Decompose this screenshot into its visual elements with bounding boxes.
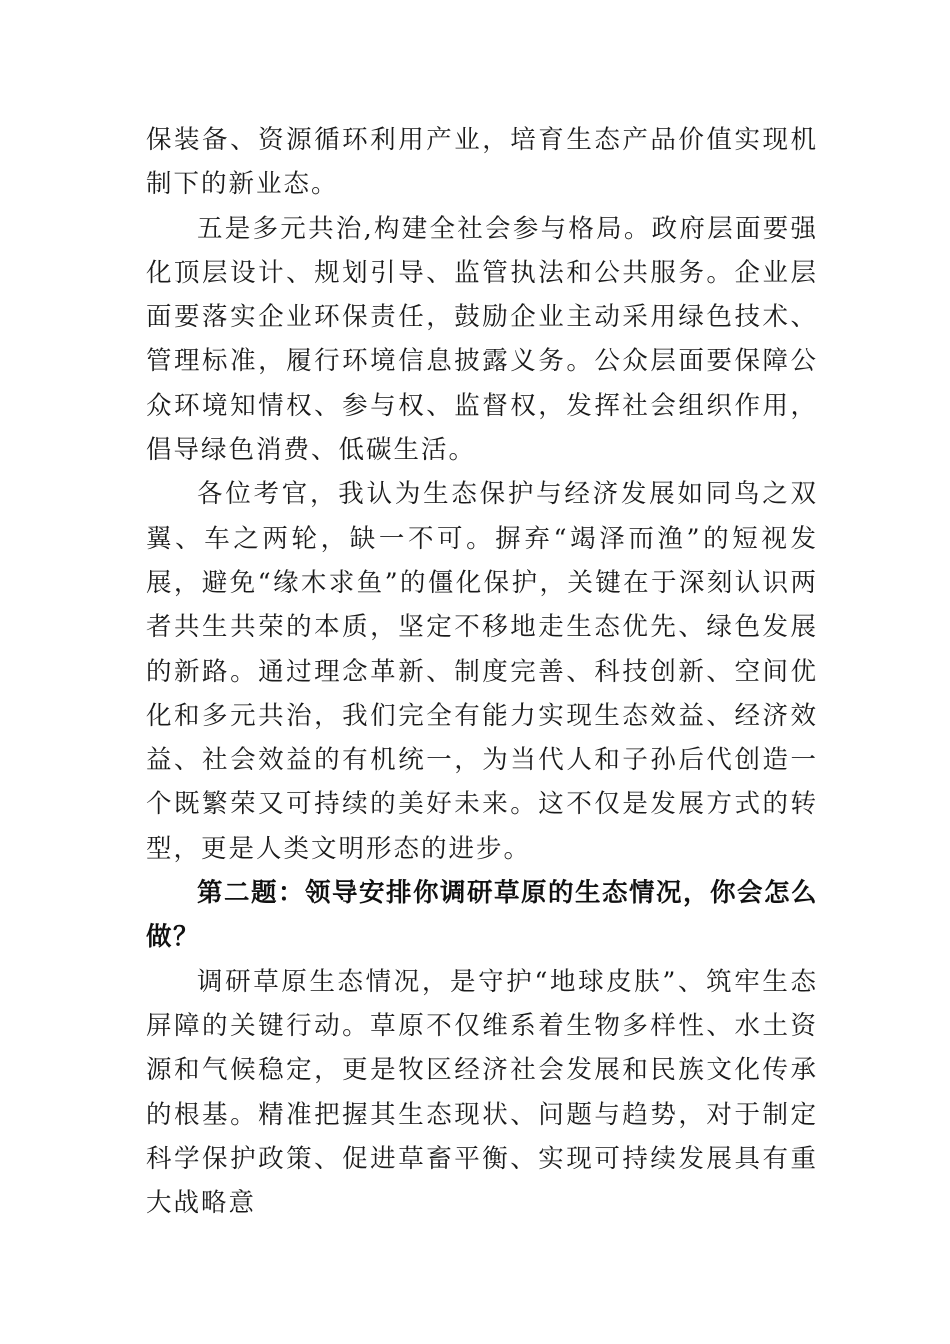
paragraph-multi-governance: 五是多元共治,构建全社会参与格局。政府层面要强化顶层设计、规划引导、监管执法和公共服务。企业层面要落实企业环保责任，鼓励企业主动采用绿色技术、管理标准，履行环境信息披露义务。公众层面要保障公众环境知情权、参与权、监督权，发挥社会组织作用，倡导绿色消费、低碳生活。	[146, 213, 818, 466]
question-two-heading: 第二题：领导安排你调研草原的生态情况，你会怎么做？	[146, 878, 819, 953]
paragraph-conclusion: 各位考官，我认为生态保护与经济发展如同鸟之双翼、车之两轮，缺一不可。摒弃“竭泽而渔”的短视发展，避免“缘木求鱼”的僵化保护，关键在于深刻认识两者共生共荣的本质，坚定不移地走生态优先、绿色发展的新路。通过理念革新、制度完善、科技创新、空间优化和多元共治，我们完全有能力实现生态效益、经济效益、社会效益的有机统一，为当代人和子孙后代创造一个既繁荣又可持续的美好未来。这不仅是发展方式的转型，更是人类文明形态的进步。	[146, 479, 818, 864]
paragraph-continuation: 保装备、资源循环利用产业，培育生态产品价值实现机制下的新业态。	[146, 125, 818, 200]
paragraph-grassland-research: 调研草原生态情况，是守护“地球皮肤”、筑牢生态屏障的关键行动。草原不仅维系着生物多样性、水土资源和气候稳定，更是牧区经济社会发展和民族文化传承的根基。精准把握其生态现状、问题与趋势，对于制定科学保护政策、促进草畜平衡、实现可持续发展具有重大战略意	[146, 966, 818, 1219]
document-body	[146, 118, 818, 1225]
